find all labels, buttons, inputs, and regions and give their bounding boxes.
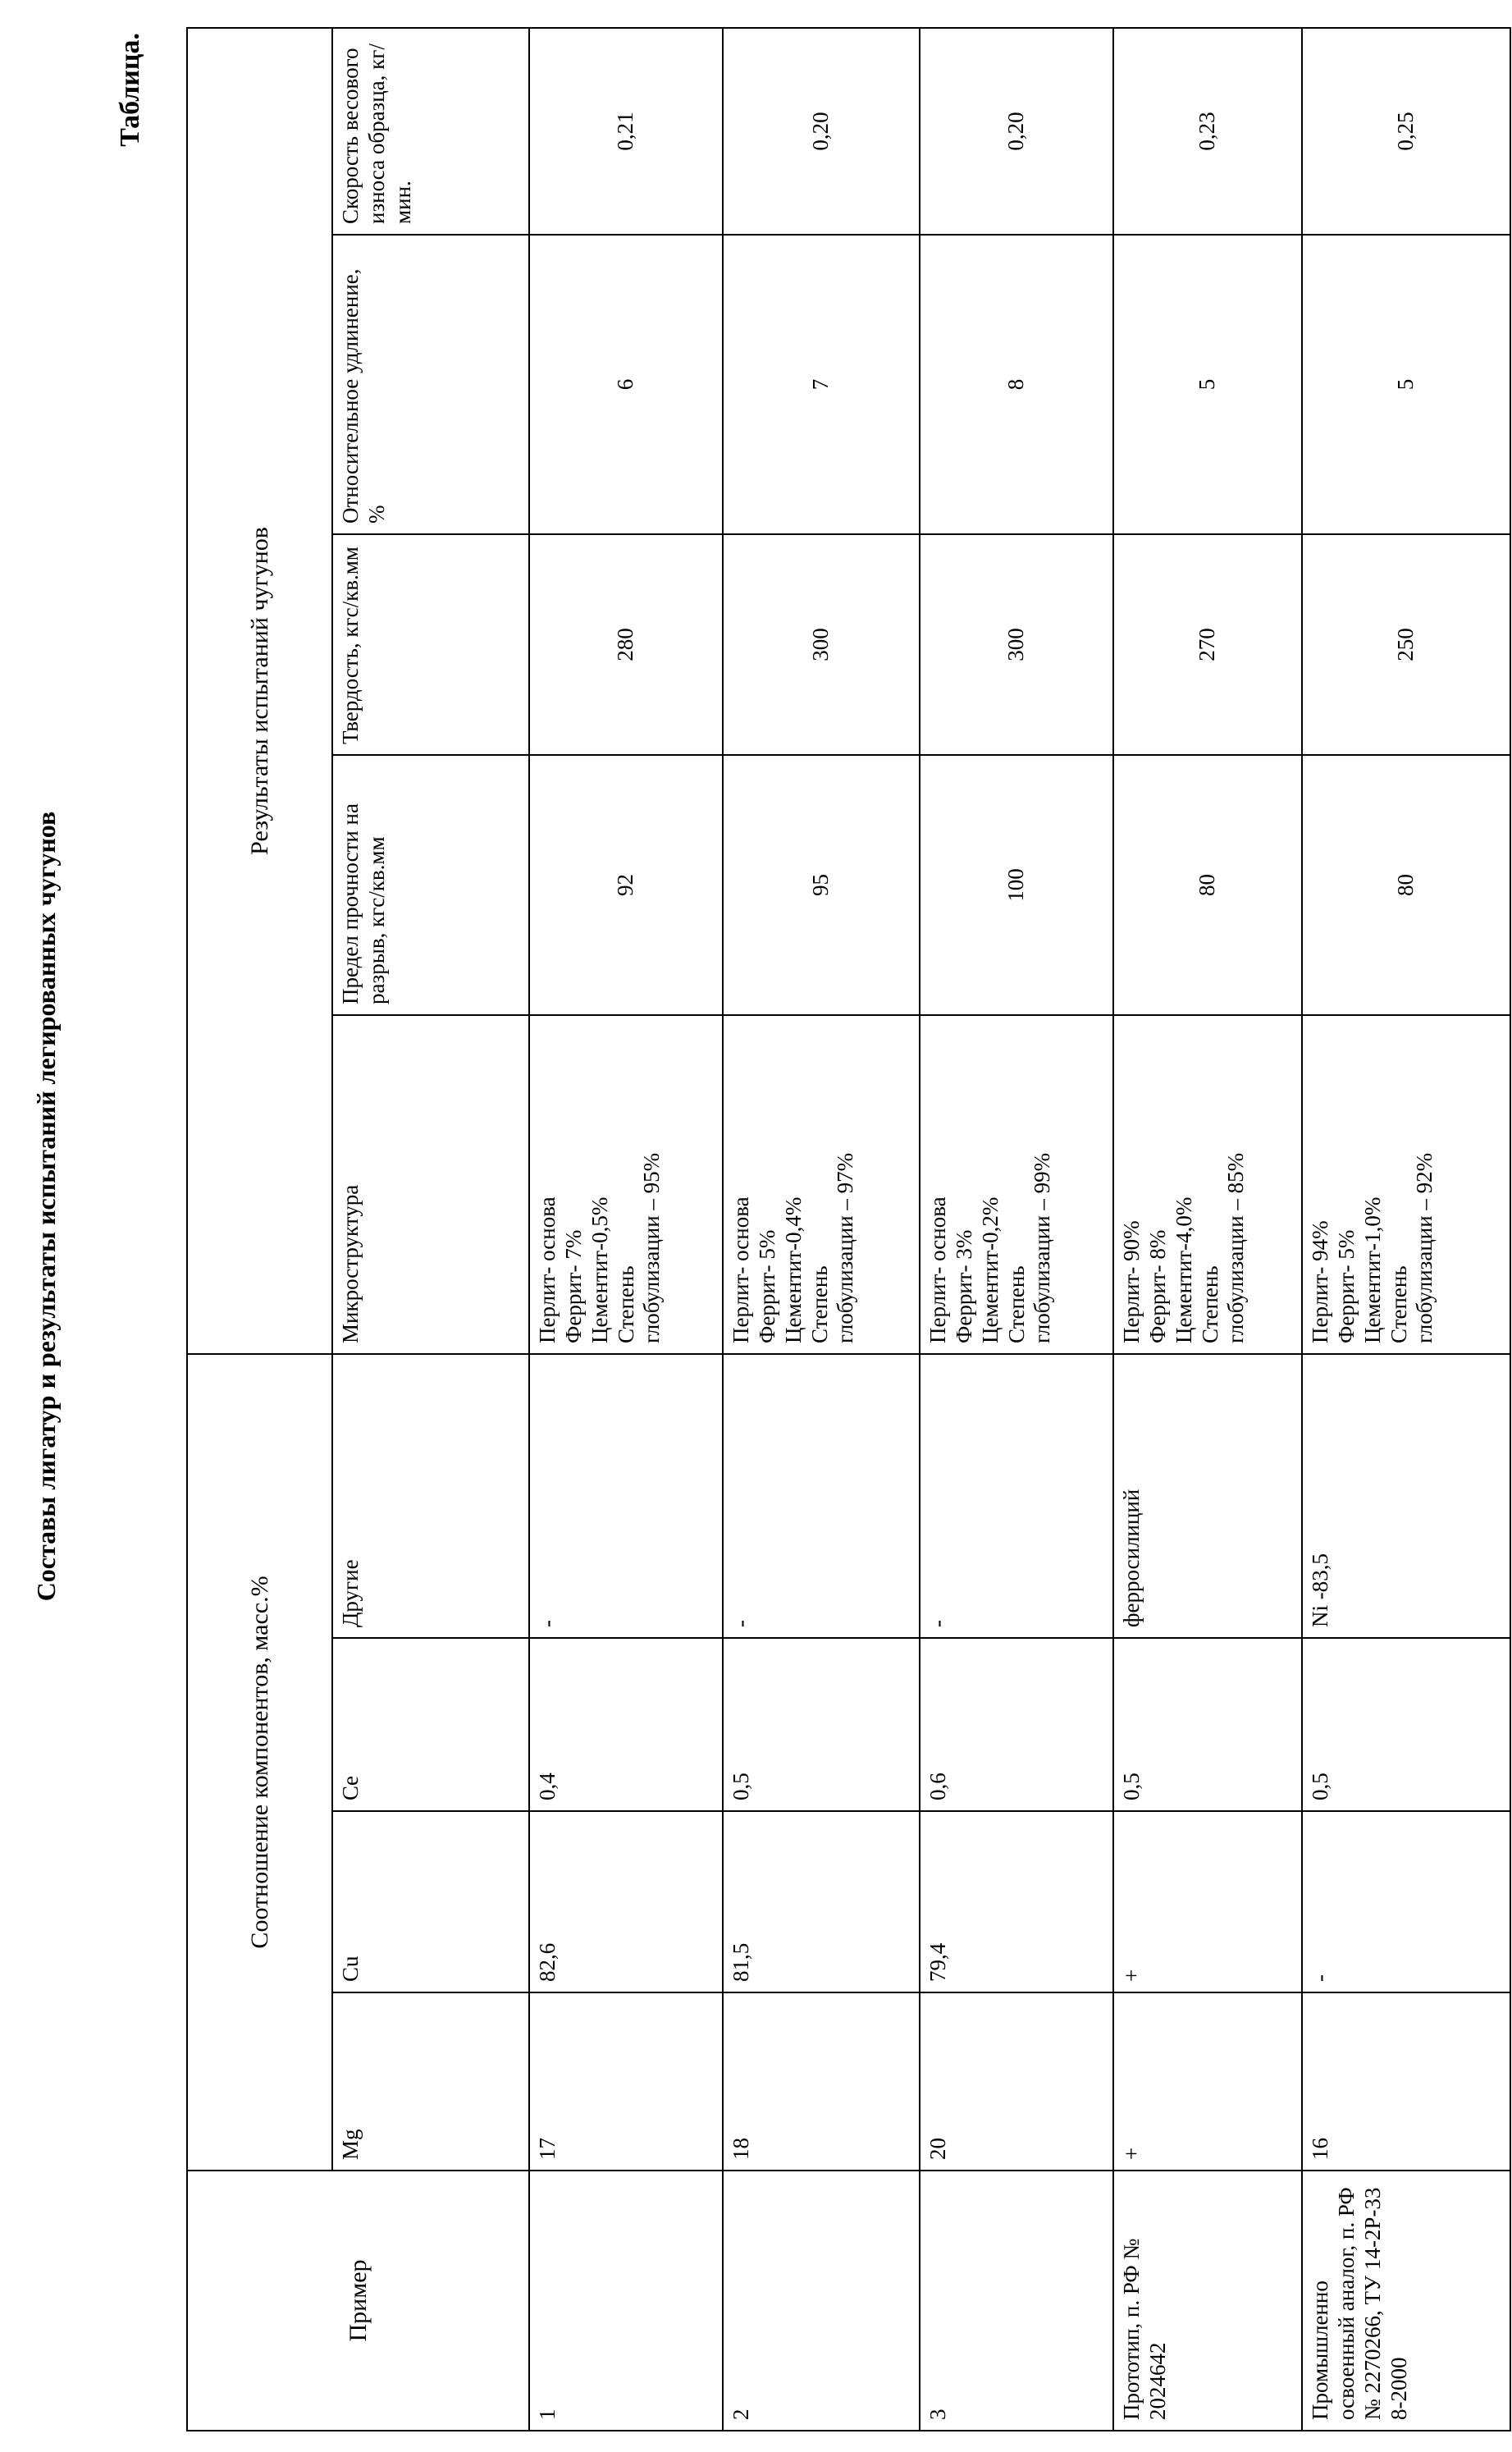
- cell-mg: 18: [723, 1992, 920, 2171]
- table-row: [1113, 28, 1302, 2431]
- header-cu: Cu: [332, 1811, 529, 1992]
- cell-wear: 0,20: [723, 28, 920, 235]
- cell-example: 2: [723, 2171, 920, 2431]
- header-row-columns: [332, 28, 529, 2431]
- cell-elongation: 5: [1113, 235, 1302, 534]
- header-hardness: Твердость, кгс/кв.мм: [332, 534, 529, 755]
- cell-cu: 82,6: [529, 1811, 723, 1992]
- table-row: [1302, 28, 1510, 2431]
- header-example: Пример: [187, 2171, 529, 2431]
- cell-cu: +: [1113, 1811, 1302, 1992]
- cell-hardness: 250: [1302, 534, 1510, 755]
- cell-mg: 20: [920, 1992, 1113, 2171]
- cell-other: Ni -83,5: [1302, 1354, 1510, 1638]
- cell-tensile: 95: [723, 755, 920, 1015]
- header-wear: Скорость весового износа образца, кг/мин.: [332, 28, 529, 235]
- cell-wear: 0,21: [529, 28, 723, 235]
- header-microstructure: Микроструктура: [332, 1015, 529, 1354]
- cell-ce: 0,5: [723, 1638, 920, 1811]
- header-ce: Ce: [332, 1638, 529, 1811]
- cell-cu: 79,4: [920, 1811, 1113, 1992]
- cell-mg: 17: [529, 1992, 723, 2171]
- table-row: [529, 28, 723, 2431]
- cell-micro: Перлит- основа Феррит- 3% Цементит-0,2% Степень глобулизации – 99%: [920, 1015, 1113, 1354]
- cell-ce: 0,5: [1302, 1638, 1510, 1811]
- header-elongation: Относительное удлинение, %: [332, 235, 529, 534]
- header-results-group: Результаты испытаний чугунов: [187, 28, 332, 1354]
- cell-other: ферросилиций: [1113, 1354, 1302, 1638]
- cell-micro: Перлит- 90% Феррит- 8% Цементит-4,0% Степень глобулизации – 85%: [1113, 1015, 1302, 1354]
- header-row-group: [187, 28, 332, 2431]
- cell-hardness: 300: [920, 534, 1113, 755]
- cell-hardness: 300: [723, 534, 920, 755]
- cell-example: Промышленно освоенный аналог, п. РФ № 2270266, ТУ 14-2Р-33 8-2000: [1302, 2171, 1510, 2431]
- cell-other: -: [723, 1354, 920, 1638]
- document-page: [0, 0, 1512, 2452]
- cell-tensile: 100: [920, 755, 1113, 1015]
- cell-tensile: 92: [529, 755, 723, 1015]
- cell-mg: +: [1113, 1992, 1302, 2171]
- cell-example: 1: [529, 2171, 723, 2431]
- table-row: [723, 28, 920, 2431]
- cell-example: Прототип, п. РФ № 2024642: [1113, 2171, 1302, 2431]
- cell-elongation: 5: [1302, 235, 1510, 534]
- table-row: [920, 28, 1113, 2431]
- cell-elongation: 6: [529, 235, 723, 534]
- cell-cu: 81,5: [723, 1811, 920, 1992]
- cell-other: -: [529, 1354, 723, 1638]
- cell-ce: 0,5: [1113, 1638, 1302, 1811]
- cell-other: -: [920, 1354, 1113, 1638]
- cell-hardness: 270: [1113, 534, 1302, 755]
- cell-wear: 0,25: [1302, 28, 1510, 235]
- results-table: [186, 27, 1511, 2431]
- header-mg: Mg: [332, 1992, 529, 2171]
- cell-ce: 0,4: [529, 1638, 723, 1811]
- cell-tensile: 80: [1113, 755, 1302, 1015]
- cell-wear: 0,20: [920, 28, 1113, 235]
- cell-micro: Перлит- основа Феррит- 5% Цементит-0,4% Степень глобулизации – 97%: [723, 1015, 920, 1354]
- header-tensile: Предел прочности на разрыв, кгс/кв.мм: [332, 755, 529, 1015]
- cell-wear: 0,23: [1113, 28, 1302, 235]
- cell-ce: 0,6: [920, 1638, 1113, 1811]
- cell-micro: Перлит- основа Феррит- 7% Цементит-0,5% Степень глобулизации – 95%: [529, 1015, 723, 1354]
- cell-example: 3: [920, 2171, 1113, 2431]
- table-label: Таблица.: [115, 33, 146, 147]
- cell-mg: 16: [1302, 1992, 1510, 2171]
- document-title: Составы лигатур и результаты испытаний легированных чугунов: [31, 0, 62, 2452]
- cell-elongation: 7: [723, 235, 920, 534]
- header-other: Другие: [332, 1354, 529, 1638]
- cell-micro: Перлит- 94% Феррит- 5% Цементит-1,0% Степень глобулизации – 92%: [1302, 1015, 1510, 1354]
- cell-elongation: 8: [920, 235, 1113, 534]
- header-composition-group: Соотношение компонентов, масс.%: [187, 1354, 332, 2171]
- cell-hardness: 280: [529, 534, 723, 755]
- cell-tensile: 80: [1302, 755, 1510, 1015]
- cell-cu: -: [1302, 1811, 1510, 1992]
